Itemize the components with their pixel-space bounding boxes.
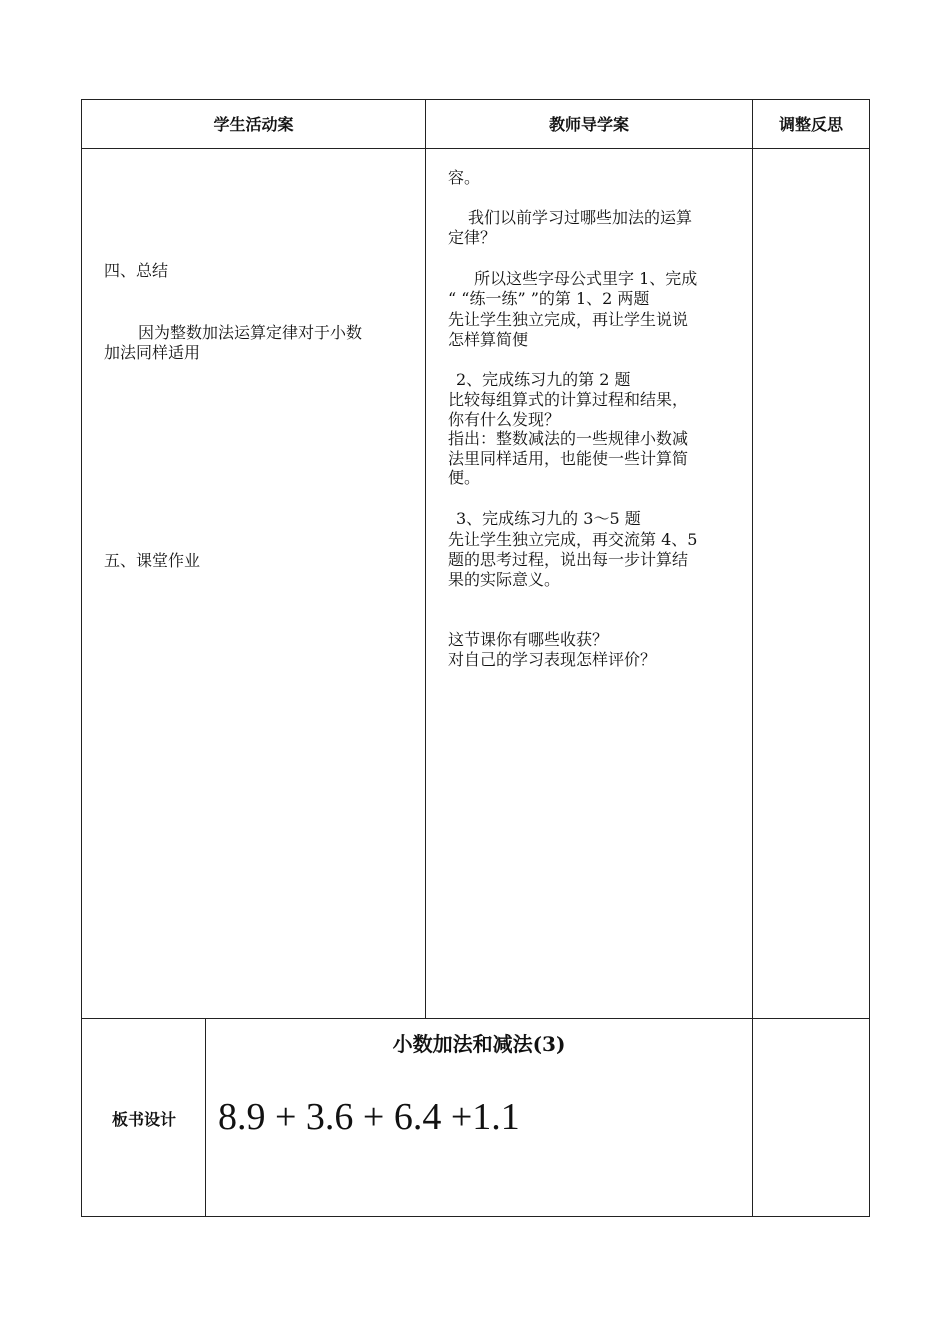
teacher-line: 这节课你有哪些收获？: [448, 630, 609, 649]
teacher-line: 题的思考过程，说出每一步计算结: [448, 550, 689, 569]
teacher-line: 定律？: [448, 228, 497, 247]
teacher-line: 便。: [448, 468, 481, 487]
header-reflection: 调整反思: [778, 115, 843, 134]
teacher-line: 先让学生独立完成，再交流第 4、5: [448, 530, 698, 549]
teacher-line: 果的实际意义。: [448, 570, 561, 589]
homework-heading: 五、课堂作业: [104, 551, 201, 570]
board-title: 小数加法和减法(3): [392, 1032, 566, 1056]
table-left-border: [81, 99, 82, 1217]
teacher-line: 所以这些字母公式里字 1、完成: [474, 269, 698, 288]
summary-text-line-2: 加法同样适用: [104, 343, 201, 362]
teacher-line: 我们以前学习过哪些加法的运算: [468, 208, 693, 227]
teacher-line: 法里同样适用，也能使一些计算简: [448, 449, 689, 468]
column-divider-1: [425, 99, 426, 1019]
teacher-line: 对自己的学习表现怎样评价？: [448, 650, 657, 669]
header-teacher-guide: 教师导学案: [548, 115, 629, 134]
board-formula: 8.9 + 3.6 + 6.4 +1.1: [218, 1096, 520, 1138]
teacher-line: 比较每组算式的计算过程和结果，: [448, 390, 689, 409]
teacher-line: 怎样算简便: [448, 330, 529, 349]
table-right-border: [869, 99, 870, 1217]
teacher-line: 指出：整数减法的一些规律小数减: [448, 429, 689, 448]
teacher-line: 容。: [448, 168, 481, 187]
summary-text-line-1: 因为整数加法运算定律对于小数: [138, 323, 363, 342]
teacher-line: “ “练一练” ”的第 1、2 两题: [448, 289, 650, 308]
column-divider-2: [752, 99, 753, 1217]
teacher-line: 先让学生独立完成，再让学生说说: [448, 310, 689, 329]
teacher-line: 2、完成练习九的第 2 题: [456, 370, 631, 389]
header-student-activity: 学生活动案: [213, 115, 294, 134]
teacher-line: 3、完成练习九的 3～5 题: [456, 509, 641, 528]
teacher-line: 你有什么发现？: [448, 410, 561, 429]
summary-heading: 四、总结: [104, 261, 169, 280]
board-design-label: 板书设计: [111, 1110, 176, 1129]
